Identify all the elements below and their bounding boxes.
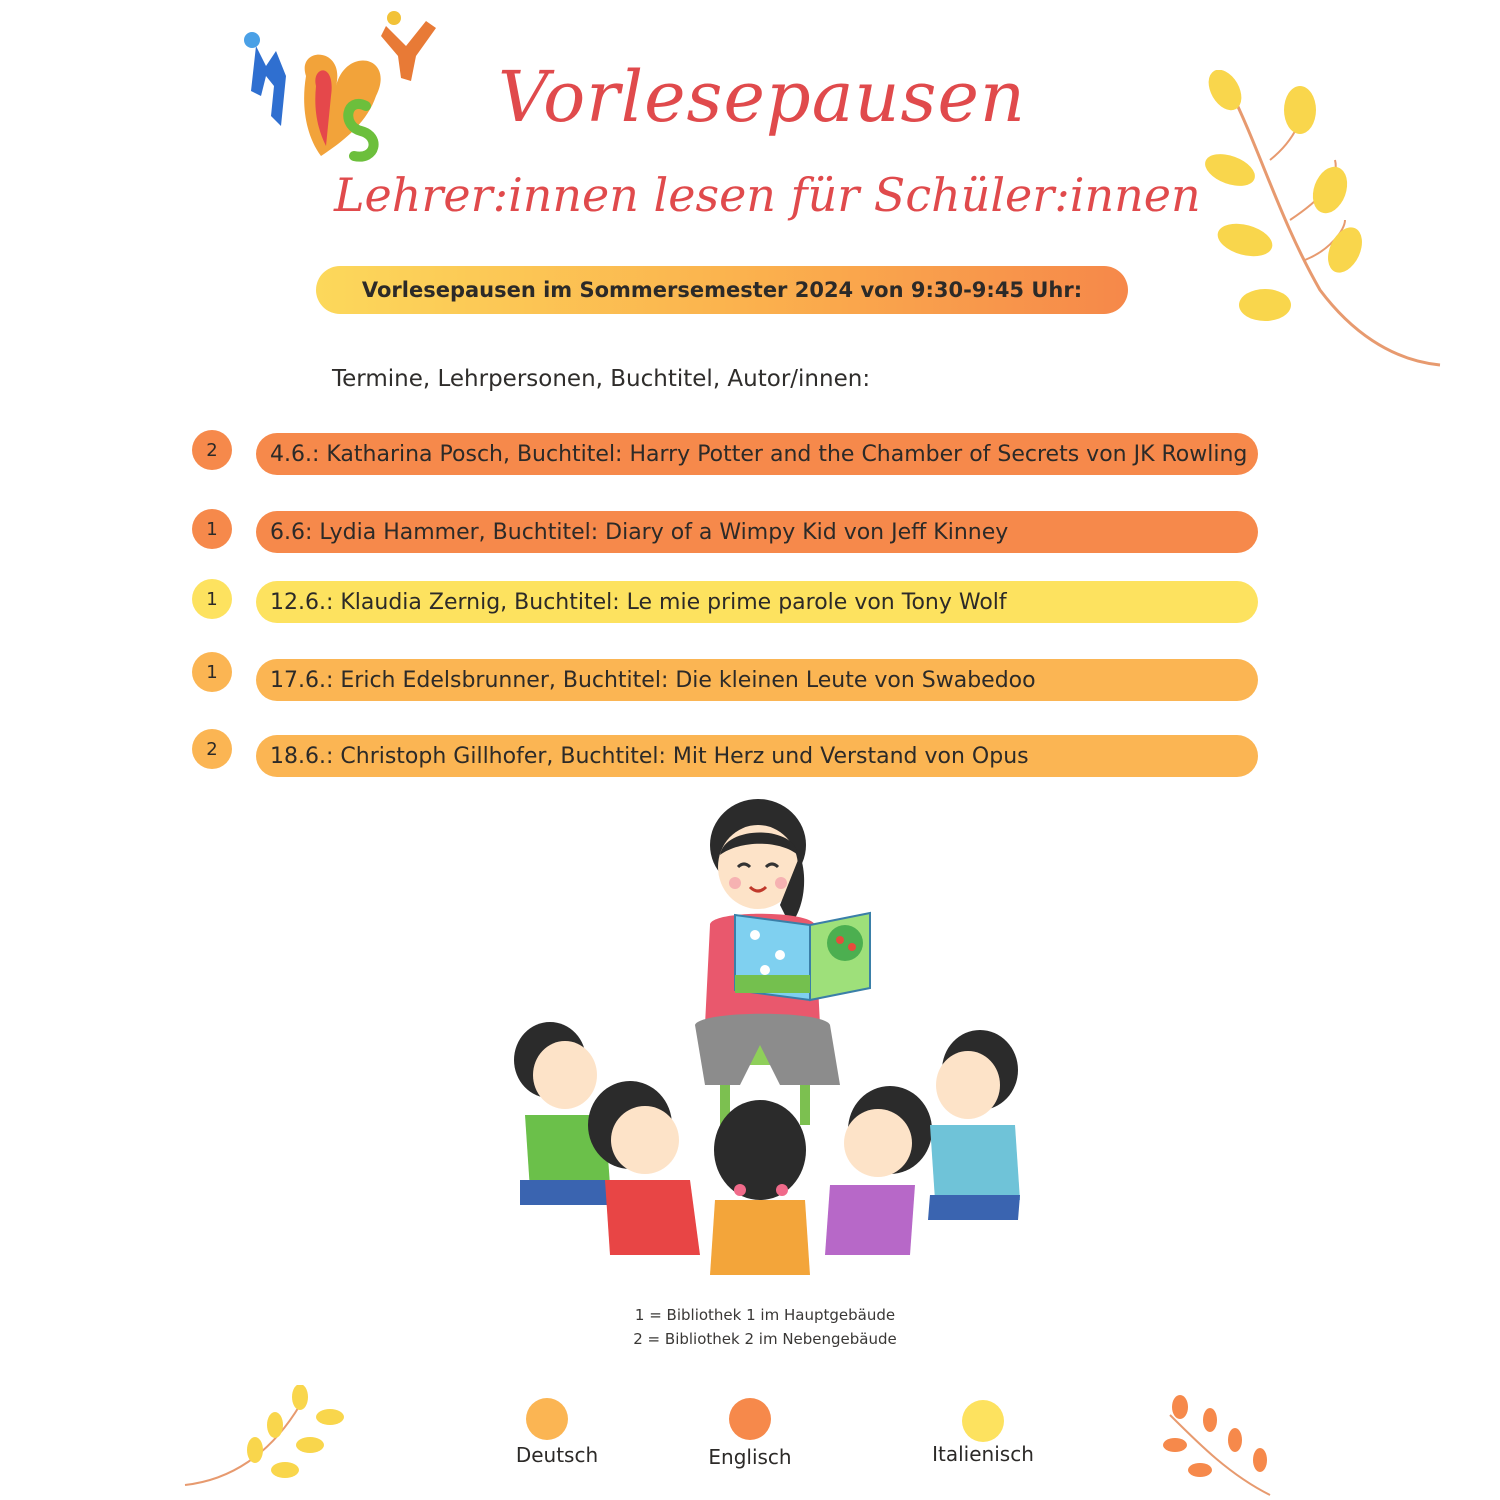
schedule-entry: 4.6.: Katharina Posch, Buchtitel: Harry Potter and the Chamber of Secrets von JK Rowling <box>256 433 1258 475</box>
language-color-dot <box>526 1398 568 1440</box>
schedule-entry: 6.6: Lydia Hammer, Buchtitel: Diary of a Wimpy Kid von Jeff Kinney <box>256 511 1258 553</box>
location-badge: 1 <box>192 509 232 549</box>
page-subtitle: Lehrer:innen lesen für Schüler:innen <box>334 168 1201 222</box>
schedule-intro: Termine, Lehrpersonen, Buchtitel, Autor/innen: <box>332 366 871 392</box>
legend-line-2: 2 = Bibliothek 2 im Nebengebäude <box>633 1330 897 1348</box>
schedule-entry: 18.6.: Christoph Gillhofer, Buchtitel: Mit Herz und Verstand von Opus <box>256 735 1258 777</box>
language-color-dot <box>729 1398 771 1440</box>
language-label: Deutsch <box>515 1443 599 1467</box>
location-badge: 1 <box>192 652 232 692</box>
language-label: Italienisch <box>932 1442 1034 1466</box>
leaf-sprig-right-decoration <box>1160 1395 1280 1500</box>
reading-illustration <box>510 795 1030 1285</box>
semester-banner: Vorlesepausen im Sommersemester 2024 von 9:30-9:45 Uhr: <box>316 266 1128 314</box>
schedule-entry: 12.6.: Klaudia Zernig, Buchtitel: Le mie prime parole von Tony Wolf <box>256 581 1258 623</box>
page-title: Vorlesepausen <box>498 56 1026 138</box>
schedule-entry: 17.6.: Erich Edelsbrunner, Buchtitel: Die kleinen Leute von Swabedoo <box>256 659 1258 701</box>
leaf-sprig-left-decoration <box>180 1385 350 1500</box>
language-label: Englisch <box>708 1445 792 1469</box>
leaf-branch-decoration <box>1200 70 1450 380</box>
location-badge: 2 <box>192 729 232 769</box>
legend-line-1: 1 = Bibliothek 1 im Hauptgebäude <box>634 1306 896 1324</box>
language-color-dot <box>962 1400 1004 1442</box>
school-logo <box>236 6 452 166</box>
location-badge: 1 <box>192 579 232 619</box>
location-badge: 2 <box>192 430 232 470</box>
